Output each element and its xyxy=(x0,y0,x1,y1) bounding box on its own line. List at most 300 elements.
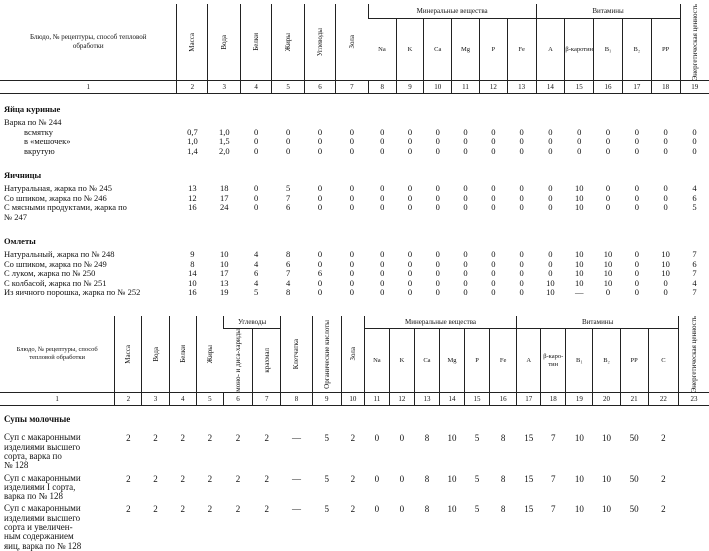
table-cell: 10 xyxy=(603,258,613,269)
column-number: 23 xyxy=(679,393,709,406)
table-cell: 0 xyxy=(548,258,553,269)
table-cell: 7 xyxy=(551,433,556,444)
table-cell: 0 xyxy=(317,183,323,194)
mineral-label: Fe xyxy=(518,45,525,53)
mineral-header xyxy=(439,328,464,393)
table-cell: 2 xyxy=(264,473,269,484)
column-number: 10 xyxy=(424,81,452,94)
table-cell: 0 xyxy=(399,433,405,444)
dish-name-line: варка по № 128 xyxy=(4,491,64,502)
table-cell: 7 xyxy=(285,192,291,203)
table-cell: 0 xyxy=(577,145,582,156)
table-cell: 0 xyxy=(634,258,639,269)
energy-header: Энергетическая ценность xyxy=(690,4,699,81)
column-number: 13 xyxy=(507,81,536,94)
table-cell xyxy=(177,213,208,223)
column-number: 4 xyxy=(241,81,272,94)
dish-name xyxy=(0,430,115,470)
vitamin-label: A xyxy=(548,45,553,53)
table-cell: 7 xyxy=(692,268,697,279)
mass-header: Масса xyxy=(188,32,197,52)
table-cell: 12 xyxy=(188,192,197,203)
dish-name-line: яиц, варка по № 128 xyxy=(4,540,82,551)
mineral-header xyxy=(364,328,389,393)
table-cell: 0 xyxy=(519,258,524,269)
column-number: 5 xyxy=(272,81,305,94)
column-number: 8 xyxy=(281,393,312,406)
table-cell: 0 xyxy=(605,126,611,137)
table-cell: 6 xyxy=(254,268,259,279)
table-cell: 10 xyxy=(661,268,670,279)
table-cell: 0 xyxy=(380,145,385,156)
carbs-header: Углеводы xyxy=(315,28,324,57)
table-cell xyxy=(452,213,480,223)
table-cell: 6 xyxy=(285,202,291,213)
dish-name-line: ным содержанием xyxy=(4,531,74,542)
table-cell: 0 xyxy=(491,126,496,137)
table-cell: 4 xyxy=(285,277,291,288)
table-cell: — xyxy=(291,433,301,444)
fiber-header: Клетчатка xyxy=(292,339,301,370)
table-cell: 1,0 xyxy=(187,136,198,147)
table-cell: 6 xyxy=(285,258,291,269)
table-row xyxy=(0,147,709,157)
table-cell: 0 xyxy=(349,145,354,156)
vitamin-header xyxy=(517,328,541,393)
table-cell: 10 xyxy=(601,504,611,515)
dish-name: Натуральный, жарка по № 248 xyxy=(4,249,115,260)
table-cell: 0 xyxy=(317,287,323,298)
table-cell: 0 xyxy=(663,126,668,137)
table-cell: 10 xyxy=(661,258,670,269)
table-cell xyxy=(305,213,336,223)
column-number: 15 xyxy=(465,393,490,406)
column-number: 16 xyxy=(490,393,517,406)
table-cell: 0 xyxy=(634,145,639,156)
carb-subheader xyxy=(223,328,252,393)
table-cell: 6 xyxy=(692,192,697,203)
table-cell: 10 xyxy=(574,183,584,194)
table-cell: 0 xyxy=(663,192,668,203)
column-number: 12 xyxy=(479,81,507,94)
table-cell: 0 xyxy=(407,126,413,137)
table-cell: 2 xyxy=(350,504,356,515)
table-cell: 0 xyxy=(491,277,496,288)
table-cell: 0 xyxy=(349,126,354,137)
fat-header: Жиры xyxy=(205,345,214,364)
section-title: Яичницы xyxy=(4,169,42,180)
table-cell: 0 xyxy=(317,126,323,137)
table-cell: 0 xyxy=(435,192,440,203)
table-cell: 10 xyxy=(603,249,613,260)
table-cell: 0 xyxy=(380,287,385,298)
table-cell: 0 xyxy=(374,504,380,515)
table-cell: 10 xyxy=(220,258,229,269)
table-cell: 0 xyxy=(663,183,668,194)
dish-name: вкрутую xyxy=(24,145,55,156)
table-cell: 2 xyxy=(264,433,269,444)
dish-name-line: изделиями I сорта, xyxy=(4,481,76,492)
table-cell: 0 xyxy=(491,268,496,279)
dish-name-line: изделиями высшего xyxy=(4,512,81,523)
table-cell: 0 xyxy=(380,249,385,260)
table-cell: 5 xyxy=(285,183,291,194)
table-cell: 0 xyxy=(407,268,413,279)
table-cell: 0 xyxy=(285,126,291,137)
table-row xyxy=(0,501,709,550)
column-number: 18 xyxy=(541,393,566,406)
table-cell: 0 xyxy=(435,277,440,288)
table-cell xyxy=(565,213,594,223)
table-cell: — xyxy=(291,504,301,515)
carb-label: крахмал xyxy=(262,348,271,373)
mineral-header xyxy=(424,18,452,80)
vitamin-header xyxy=(620,328,648,393)
table-cell: 0 xyxy=(548,268,553,279)
vitamin-header xyxy=(536,18,565,80)
table-cell: 0 xyxy=(634,249,639,260)
table-cell: 10 xyxy=(601,473,611,484)
vitamin-label: A xyxy=(526,356,532,364)
table-cell: 0 xyxy=(407,287,413,298)
section-row xyxy=(0,94,709,119)
table-cell: 0 xyxy=(435,202,440,213)
table-cell: 8 xyxy=(500,504,506,515)
table-cell: 0,7 xyxy=(187,126,198,137)
column-number: 12 xyxy=(389,393,414,406)
table-cell: 18 xyxy=(220,183,229,194)
table-cell: 2 xyxy=(153,433,158,444)
table-cell: 0 xyxy=(463,183,468,194)
table-cell: 2 xyxy=(661,504,666,515)
table-cell: 0 xyxy=(605,145,611,156)
table-cell: 19 xyxy=(220,287,229,298)
column-number: 4 xyxy=(169,393,196,406)
table-cell: 1,5 xyxy=(218,136,230,147)
vitamin-header xyxy=(648,328,678,393)
table-cell: 0 xyxy=(380,126,385,137)
dish-name: Со шпиком, жарка по № 249 xyxy=(4,258,107,269)
dish-header: Блюдо, № рецептуры, способ тепловой обработки xyxy=(29,33,147,51)
table-cell: 0 xyxy=(380,258,385,269)
table-row xyxy=(0,260,709,270)
carb-subheader xyxy=(253,328,281,393)
vitamins-group-header: Витамины xyxy=(517,316,679,328)
table-cell: 4 xyxy=(692,277,697,288)
nutrient-table-soups xyxy=(0,316,709,551)
table-cell: 5 xyxy=(324,433,329,444)
table-cell: 10 xyxy=(574,277,584,288)
dish-name-line: сорта, варка по xyxy=(4,450,62,461)
table-cell: 0 xyxy=(435,183,440,194)
table-cell: 0 xyxy=(577,136,582,147)
vitamin-label: B₂ xyxy=(633,45,641,53)
mineral-label: Mg xyxy=(461,45,471,53)
vitamin-header xyxy=(541,328,566,393)
table-cell xyxy=(536,213,565,223)
table-cell: 2 xyxy=(350,433,356,444)
dish-name xyxy=(0,471,115,502)
table-cell xyxy=(507,213,536,223)
vitamin-label: PP xyxy=(662,45,670,53)
table-cell: 0 xyxy=(519,268,524,279)
table-cell: 5 xyxy=(692,202,697,213)
table-cell: 0 xyxy=(407,136,413,147)
table-cell xyxy=(335,213,368,223)
table-cell: 0 xyxy=(634,192,639,203)
column-number: 17 xyxy=(622,81,651,94)
table-cell: 0 xyxy=(435,258,440,269)
table-cell: 0 xyxy=(663,145,668,156)
ash-header: Зола xyxy=(348,347,357,361)
column-number: 14 xyxy=(536,81,565,94)
table-cell: 0 xyxy=(519,277,524,288)
table-cell: 13 xyxy=(188,183,197,194)
table-row xyxy=(0,430,709,470)
vitamin-header xyxy=(566,328,593,393)
table-cell: 2 xyxy=(126,433,131,444)
table-cell: 0 xyxy=(692,145,697,156)
table-cell: 50 xyxy=(629,473,639,484)
column-number: 3 xyxy=(208,81,241,94)
table-cell: 0 xyxy=(491,258,496,269)
table-cell: 0 xyxy=(435,249,440,260)
table-cell: 0 xyxy=(380,268,385,279)
table-cell: 5 xyxy=(474,504,480,515)
table-cell: 7 xyxy=(692,287,697,298)
table-cell xyxy=(396,213,424,223)
table-cell xyxy=(208,213,241,223)
column-number: 6 xyxy=(223,393,252,406)
table-cell: 10 xyxy=(574,202,584,213)
table-cell: 0 xyxy=(519,249,524,260)
dish-name: С луком, жарка по № 250 xyxy=(4,268,96,279)
table-cell: 16 xyxy=(188,202,197,213)
table-cell: 0 xyxy=(577,126,582,137)
table-cell: 0 xyxy=(254,136,259,147)
table-cell: 2 xyxy=(180,504,185,515)
section-title: Супы молочные xyxy=(4,413,71,424)
table-cell: 0 xyxy=(605,287,611,298)
table-cell: 0 xyxy=(548,126,553,137)
table-cell: 5 xyxy=(474,473,480,484)
table-cell: 0 xyxy=(463,192,468,203)
table-cell: 13 xyxy=(220,277,229,288)
column-number: 7 xyxy=(335,81,368,94)
table-cell: 0 xyxy=(349,258,354,269)
table-cell: 0 xyxy=(605,192,611,203)
table-cell: 0 xyxy=(317,145,323,156)
table-cell: 0 xyxy=(254,192,259,203)
table-cell: 10 xyxy=(574,249,584,260)
table-cell: 2 xyxy=(207,504,213,515)
table-cell: 4 xyxy=(254,249,259,260)
dish-name: С мясными продуктами, жарка по xyxy=(4,202,127,213)
table-cell: 5 xyxy=(324,473,329,484)
table-cell: 0 xyxy=(349,192,354,203)
minerals-group-header: Минеральные вещества xyxy=(364,316,516,328)
column-number: 7 xyxy=(253,393,281,406)
vitamin-header xyxy=(651,18,680,80)
table-cell: 10 xyxy=(447,473,457,484)
table-cell: 0 xyxy=(463,258,468,269)
table-cell: 1,4 xyxy=(187,145,198,156)
dish-name: Со шпиком, жарка по № 246 xyxy=(4,192,107,203)
table-cell: 0 xyxy=(435,287,440,298)
table-cell xyxy=(622,213,651,223)
mineral-header xyxy=(414,328,439,393)
table-cell: 0 xyxy=(380,136,385,147)
table-cell: 0 xyxy=(399,504,405,515)
table-cell: 0 xyxy=(254,183,259,194)
column-number: 19 xyxy=(680,81,709,94)
table-cell xyxy=(651,213,680,223)
table-cell: 0 xyxy=(407,249,413,260)
mineral-header xyxy=(490,328,517,393)
table-cell: 0 xyxy=(463,126,468,137)
table-cell: 9 xyxy=(190,249,195,260)
table-cell: 0 xyxy=(519,183,524,194)
table-cell: 2 xyxy=(235,504,241,515)
table-cell: 0 xyxy=(254,202,259,213)
table-cell: 0 xyxy=(380,183,385,194)
table-cell: 0 xyxy=(663,202,668,213)
vitamin-label: β-каро-тин xyxy=(543,352,564,368)
table-cell xyxy=(368,213,396,223)
table-cell: 0 xyxy=(548,192,553,203)
section-row xyxy=(0,226,709,250)
table-cell: 1,0 xyxy=(218,126,230,137)
table-cell: 2 xyxy=(207,473,213,484)
table-cell: 0 xyxy=(519,192,524,203)
table-cell: 5 xyxy=(324,504,329,515)
table-cell: 0 xyxy=(285,145,291,156)
column-number: 2 xyxy=(177,81,208,94)
table-cell: 10 xyxy=(574,268,584,279)
table-cell: 0 xyxy=(548,202,553,213)
table-cell: 0 xyxy=(349,268,354,279)
table-cell xyxy=(594,213,623,223)
table-cell: 0 xyxy=(491,192,496,203)
table-cell: 0 xyxy=(519,126,524,137)
table-cell: 10 xyxy=(220,249,229,260)
table-cell: 50 xyxy=(629,433,639,444)
minerals-group-header: Минеральные вещества xyxy=(368,4,536,18)
table-cell: 0 xyxy=(463,136,468,147)
column-number: 21 xyxy=(620,393,648,406)
table-cell: 0 xyxy=(380,277,385,288)
column-number: 11 xyxy=(452,81,480,94)
table-cell: 50 xyxy=(629,504,639,515)
table-cell: 8 xyxy=(424,433,430,444)
nutrient-table-eggs xyxy=(0,4,709,298)
table-cell xyxy=(272,213,305,223)
vitamin-label: B₂ xyxy=(603,356,610,364)
table-cell: 10 xyxy=(574,473,584,484)
table-cell: 2 xyxy=(153,504,158,515)
table-cell: 0 xyxy=(407,192,413,203)
table-cell: 8 xyxy=(500,433,506,444)
vitamin-label: C xyxy=(661,356,666,364)
column-number: 11 xyxy=(364,393,389,406)
protein-header: Белки xyxy=(252,33,261,52)
table-cell: 0 xyxy=(463,277,468,288)
table-cell: 0 xyxy=(491,202,496,213)
dish-name-line: Суп с макаронными xyxy=(4,432,81,443)
vitamin-label: B₁ xyxy=(576,356,583,364)
table-cell: 0 xyxy=(491,183,496,194)
table-cell: 2 xyxy=(661,473,666,484)
table-cell: 10 xyxy=(603,277,613,288)
table-cell: 14 xyxy=(188,268,197,279)
table-cell: 2 xyxy=(153,473,158,484)
table-cell: 5 xyxy=(474,433,480,444)
table-cell: 8 xyxy=(190,258,195,269)
table-cell: 0 xyxy=(349,249,354,260)
energy-header: Энергетическая ценность xyxy=(690,316,699,393)
table-cell: 0 xyxy=(317,192,323,203)
table-cell xyxy=(424,213,452,223)
table-cell: 4 xyxy=(254,277,259,288)
mineral-label: P xyxy=(491,45,496,53)
table-cell: 0 xyxy=(491,249,496,260)
column-number: 3 xyxy=(142,393,169,406)
table-cell: 0 xyxy=(491,145,496,156)
column-number: 15 xyxy=(565,81,594,94)
table-row xyxy=(0,128,709,138)
table-cell: 0 xyxy=(634,202,639,213)
table-cell: 0 xyxy=(407,145,413,156)
dish-name-line: № 128 xyxy=(4,460,29,471)
table-cell: 0 xyxy=(349,287,354,298)
table-cell: 2 xyxy=(207,433,213,444)
table-cell: 0 xyxy=(491,287,496,298)
table-cell: 0 xyxy=(548,145,553,156)
column-number: 18 xyxy=(651,81,680,94)
table-cell: 0 xyxy=(285,136,291,147)
table-cell: 10 xyxy=(546,277,555,288)
dish-name: в «мешочек» xyxy=(24,136,71,147)
section-row xyxy=(0,160,709,184)
carb-label: моно- и диса-хариды xyxy=(233,329,242,392)
table-cell: 0 xyxy=(634,136,639,147)
mineral-header xyxy=(368,18,396,80)
table-cell: 0 xyxy=(519,136,524,147)
table-cell: 0 xyxy=(349,183,354,194)
table-cell: 0 xyxy=(407,183,413,194)
column-number: 1 xyxy=(0,393,115,406)
table-cell: 2,0 xyxy=(218,145,230,156)
table-cell: 0 xyxy=(349,202,354,213)
table-cell: 0 xyxy=(407,202,413,213)
column-number: 16 xyxy=(594,81,623,94)
vitamin-header xyxy=(594,18,623,80)
mineral-label: Fe xyxy=(499,356,507,364)
vitamin-label: B₁ xyxy=(604,45,612,53)
table-cell: 0 xyxy=(491,136,496,147)
table-cell: 0 xyxy=(317,249,323,260)
table-cell: 0 xyxy=(463,202,468,213)
table-cell: 7 xyxy=(551,504,556,515)
mineral-header xyxy=(396,18,424,80)
table-cell: 16 xyxy=(188,287,197,298)
table-cell: — xyxy=(291,473,301,484)
table-cell: 24 xyxy=(220,202,229,213)
table-cell: 8 xyxy=(500,473,506,484)
section-title: Омлеты xyxy=(4,235,36,246)
table-cell: 10 xyxy=(447,504,457,515)
table-row xyxy=(0,471,709,502)
